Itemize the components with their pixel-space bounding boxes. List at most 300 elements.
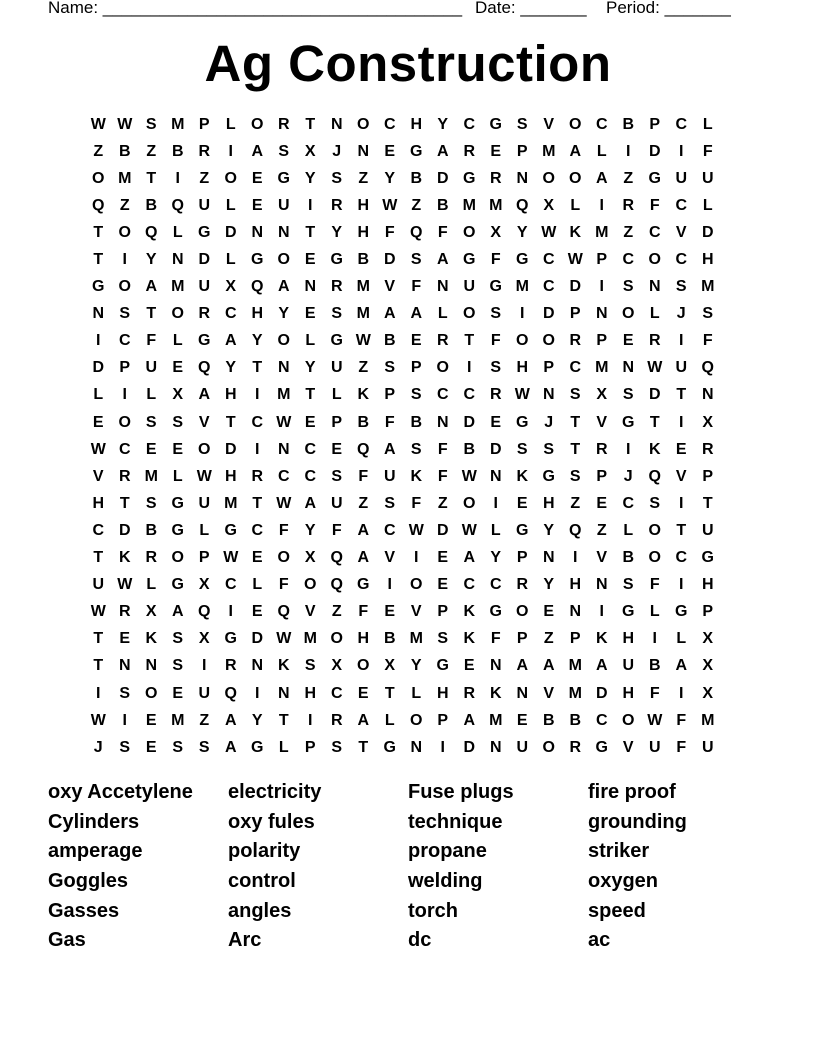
- grid-letter[interactable]: F: [437, 440, 448, 458]
- grid-letter[interactable]: P: [596, 332, 608, 350]
- grid-letter[interactable]: F: [384, 413, 395, 431]
- grid-letter[interactable]: Q: [145, 223, 158, 241]
- grid-letter[interactable]: X: [596, 386, 608, 404]
- grid-letter[interactable]: D: [436, 169, 449, 187]
- grid-letter[interactable]: C: [675, 251, 688, 269]
- grid-letter[interactable]: V: [596, 549, 608, 567]
- grid-letter[interactable]: K: [410, 467, 423, 485]
- grid-letter[interactable]: C: [542, 251, 555, 269]
- grid-letter[interactable]: O: [622, 305, 635, 323]
- grid-letter[interactable]: O: [251, 115, 264, 133]
- grid-letter[interactable]: C: [277, 467, 290, 485]
- grid-letter[interactable]: N: [489, 657, 502, 675]
- grid-letter[interactable]: A: [277, 278, 290, 296]
- grid-letter[interactable]: B: [357, 251, 370, 269]
- grid-letter[interactable]: S: [410, 440, 422, 458]
- grid-letter[interactable]: I: [255, 440, 260, 458]
- grid-letter[interactable]: L: [676, 630, 687, 648]
- grid-letter[interactable]: E: [304, 251, 316, 269]
- grid-letter[interactable]: S: [490, 359, 502, 377]
- grid-letter[interactable]: D: [383, 251, 396, 269]
- grid-letter[interactable]: O: [516, 603, 529, 621]
- grid-letter[interactable]: D: [224, 223, 237, 241]
- grid-letter[interactable]: F: [437, 467, 448, 485]
- grid-letter[interactable]: Q: [224, 684, 237, 702]
- grid-letter[interactable]: O: [648, 251, 661, 269]
- grid-letter[interactable]: W: [196, 467, 212, 485]
- grid-letter[interactable]: I: [493, 494, 498, 512]
- grid-letter[interactable]: U: [383, 467, 396, 485]
- grid-letter[interactable]: S: [622, 278, 634, 296]
- grid-letter[interactable]: O: [542, 738, 555, 756]
- grid-letter[interactable]: B: [648, 657, 661, 675]
- grid-letter[interactable]: P: [543, 359, 555, 377]
- grid-letter[interactable]: N: [648, 278, 661, 296]
- grid-letter[interactable]: Y: [251, 711, 263, 729]
- grid-letter[interactable]: G: [198, 332, 211, 350]
- grid-letter[interactable]: X: [702, 630, 714, 648]
- grid-letter[interactable]: X: [304, 142, 316, 160]
- grid-letter[interactable]: C: [675, 196, 688, 214]
- grid-letter[interactable]: M: [409, 630, 423, 648]
- grid-letter[interactable]: A: [595, 169, 608, 187]
- grid-letter[interactable]: L: [623, 521, 634, 539]
- grid-letter[interactable]: L: [172, 467, 183, 485]
- grid-letter[interactable]: Y: [543, 576, 555, 594]
- grid-letter[interactable]: L: [225, 196, 236, 214]
- grid-letter[interactable]: S: [119, 684, 131, 702]
- grid-letter[interactable]: X: [543, 196, 555, 214]
- grid-letter[interactable]: I: [255, 386, 260, 404]
- grid-letter[interactable]: G: [542, 467, 555, 485]
- grid-letter[interactable]: H: [224, 386, 237, 404]
- grid-letter[interactable]: Z: [543, 630, 554, 648]
- grid-letter[interactable]: V: [675, 467, 687, 485]
- grid-letter[interactable]: L: [490, 521, 501, 539]
- grid-letter[interactable]: S: [145, 413, 157, 431]
- grid-letter[interactable]: U: [330, 494, 343, 512]
- grid-letter[interactable]: I: [308, 196, 313, 214]
- grid-letter[interactable]: V: [92, 467, 104, 485]
- grid-letter[interactable]: Q: [171, 196, 184, 214]
- grid-letter[interactable]: T: [146, 169, 157, 187]
- grid-letter[interactable]: E: [675, 440, 687, 458]
- grid-letter[interactable]: O: [648, 521, 661, 539]
- grid-letter[interactable]: W: [382, 196, 398, 214]
- grid-letter[interactable]: W: [276, 413, 292, 431]
- grid-letter[interactable]: M: [595, 359, 609, 377]
- grid-letter[interactable]: N: [516, 684, 529, 702]
- grid-letter[interactable]: N: [92, 305, 105, 323]
- grid-letter[interactable]: I: [599, 603, 604, 621]
- grid-letter[interactable]: P: [516, 630, 528, 648]
- grid-letter[interactable]: K: [489, 684, 502, 702]
- grid-letter[interactable]: S: [331, 738, 343, 756]
- grid-letter[interactable]: G: [463, 251, 476, 269]
- grid-letter[interactable]: O: [277, 549, 290, 567]
- grid-letter[interactable]: R: [622, 196, 635, 214]
- grid-letter[interactable]: K: [357, 386, 370, 404]
- grid-letter[interactable]: X: [172, 386, 184, 404]
- grid-letter[interactable]: F: [437, 223, 448, 241]
- word-search-grid[interactable]: [85, 111, 721, 761]
- grid-letter[interactable]: L: [252, 576, 263, 594]
- grid-letter[interactable]: G: [383, 738, 396, 756]
- grid-letter[interactable]: M: [303, 630, 317, 648]
- grid-letter[interactable]: N: [171, 251, 184, 269]
- grid-letter[interactable]: T: [384, 684, 395, 702]
- grid-letter[interactable]: A: [383, 305, 396, 323]
- grid-letter[interactable]: L: [570, 196, 581, 214]
- grid-letter[interactable]: S: [490, 305, 502, 323]
- grid-letter[interactable]: I: [228, 603, 233, 621]
- grid-letter[interactable]: F: [411, 278, 422, 296]
- grid-letter[interactable]: I: [626, 142, 631, 160]
- grid-letter[interactable]: H: [357, 630, 370, 648]
- grid-letter[interactable]: G: [622, 413, 635, 431]
- grid-letter[interactable]: S: [119, 738, 131, 756]
- grid-letter[interactable]: Y: [251, 332, 263, 350]
- grid-letter[interactable]: E: [92, 413, 104, 431]
- grid-letter[interactable]: W: [90, 603, 106, 621]
- grid-letter[interactable]: Y: [543, 521, 555, 539]
- grid-letter[interactable]: S: [569, 467, 581, 485]
- grid-letter[interactable]: B: [410, 413, 423, 431]
- grid-letter[interactable]: X: [225, 278, 237, 296]
- grid-letter[interactable]: P: [569, 630, 581, 648]
- grid-letter[interactable]: E: [410, 332, 422, 350]
- grid-letter[interactable]: U: [198, 684, 211, 702]
- grid-letter[interactable]: V: [543, 115, 555, 133]
- grid-letter[interactable]: T: [93, 251, 104, 269]
- grid-letter[interactable]: T: [252, 359, 263, 377]
- grid-letter[interactable]: N: [330, 115, 343, 133]
- grid-letter[interactable]: W: [276, 494, 292, 512]
- grid-letter[interactable]: O: [277, 332, 290, 350]
- grid-letter[interactable]: L: [172, 332, 183, 350]
- grid-letter[interactable]: X: [490, 223, 502, 241]
- grid-letter[interactable]: C: [92, 521, 105, 539]
- grid-letter[interactable]: W: [355, 332, 371, 350]
- grid-letter[interactable]: I: [308, 711, 313, 729]
- grid-letter[interactable]: A: [251, 142, 264, 160]
- grid-letter[interactable]: V: [198, 413, 210, 431]
- grid-letter[interactable]: N: [622, 359, 635, 377]
- grid-letter[interactable]: U: [675, 169, 688, 187]
- grid-letter[interactable]: I: [122, 386, 127, 404]
- grid-letter[interactable]: E: [304, 413, 316, 431]
- grid-letter[interactable]: G: [701, 549, 714, 567]
- grid-letter[interactable]: J: [544, 413, 554, 431]
- grid-letter[interactable]: P: [304, 738, 316, 756]
- grid-letter[interactable]: P: [198, 549, 210, 567]
- grid-letter[interactable]: S: [304, 657, 316, 675]
- name-field-label[interactable]: Name: ______________________________________: [48, 0, 463, 17]
- grid-letter[interactable]: V: [304, 603, 316, 621]
- grid-letter[interactable]: R: [224, 657, 237, 675]
- grid-letter[interactable]: I: [414, 549, 419, 567]
- grid-letter[interactable]: F: [490, 630, 501, 648]
- grid-letter[interactable]: S: [172, 413, 184, 431]
- grid-letter[interactable]: V: [622, 738, 634, 756]
- grid-letter[interactable]: M: [171, 711, 185, 729]
- grid-letter[interactable]: N: [277, 223, 290, 241]
- grid-letter[interactable]: A: [463, 549, 476, 567]
- grid-letter[interactable]: M: [489, 711, 503, 729]
- grid-letter[interactable]: I: [679, 332, 684, 350]
- grid-letter[interactable]: W: [117, 576, 133, 594]
- grid-letter[interactable]: M: [171, 115, 185, 133]
- grid-letter[interactable]: R: [277, 115, 290, 133]
- grid-letter[interactable]: T: [278, 711, 289, 729]
- grid-letter[interactable]: C: [436, 386, 449, 404]
- grid-letter[interactable]: D: [463, 738, 476, 756]
- grid-letter[interactable]: C: [118, 332, 131, 350]
- grid-letter[interactable]: N: [118, 657, 131, 675]
- grid-letter[interactable]: N: [701, 386, 714, 404]
- grid-letter[interactable]: M: [224, 494, 238, 512]
- grid-letter[interactable]: M: [568, 684, 582, 702]
- grid-letter[interactable]: S: [649, 494, 661, 512]
- grid-letter[interactable]: X: [145, 603, 157, 621]
- grid-letter[interactable]: S: [410, 251, 422, 269]
- grid-letter[interactable]: G: [489, 603, 502, 621]
- grid-letter[interactable]: Q: [410, 223, 423, 241]
- grid-letter[interactable]: M: [118, 169, 132, 187]
- grid-letter[interactable]: R: [569, 332, 582, 350]
- grid-letter[interactable]: T: [146, 305, 157, 323]
- grid-letter[interactable]: Z: [199, 711, 210, 729]
- grid-letter[interactable]: A: [436, 251, 449, 269]
- grid-letter[interactable]: O: [145, 684, 158, 702]
- grid-letter[interactable]: R: [198, 305, 211, 323]
- grid-letter[interactable]: H: [357, 196, 370, 214]
- grid-letter[interactable]: G: [330, 251, 343, 269]
- grid-letter[interactable]: N: [277, 684, 290, 702]
- grid-letter[interactable]: U: [516, 738, 529, 756]
- grid-letter[interactable]: L: [649, 603, 660, 621]
- grid-letter[interactable]: R: [701, 440, 714, 458]
- grid-letter[interactable]: M: [462, 196, 476, 214]
- grid-letter[interactable]: E: [596, 494, 608, 512]
- grid-letter[interactable]: U: [277, 196, 290, 214]
- grid-letter[interactable]: R: [648, 332, 661, 350]
- grid-letter[interactable]: P: [702, 603, 714, 621]
- grid-letter[interactable]: A: [224, 711, 237, 729]
- grid-letter[interactable]: F: [649, 196, 660, 214]
- grid-letter[interactable]: E: [145, 738, 157, 756]
- grid-letter[interactable]: E: [437, 549, 449, 567]
- period-field-label[interactable]: Period: _______: [606, 0, 731, 17]
- grid-letter[interactable]: N: [304, 278, 317, 296]
- grid-letter[interactable]: E: [251, 169, 263, 187]
- grid-letter[interactable]: K: [277, 657, 290, 675]
- grid-letter[interactable]: A: [224, 332, 237, 350]
- grid-letter[interactable]: L: [225, 115, 236, 133]
- grid-letter[interactable]: W: [276, 630, 292, 648]
- grid-letter[interactable]: N: [489, 467, 502, 485]
- grid-letter[interactable]: H: [436, 684, 449, 702]
- grid-letter[interactable]: T: [93, 549, 104, 567]
- grid-letter[interactable]: A: [436, 142, 449, 160]
- grid-letter[interactable]: M: [489, 196, 503, 214]
- grid-letter[interactable]: I: [679, 576, 684, 594]
- grid-letter[interactable]: Z: [411, 196, 422, 214]
- grid-letter[interactable]: O: [304, 576, 317, 594]
- grid-letter[interactable]: N: [251, 657, 264, 675]
- grid-letter[interactable]: V: [596, 413, 608, 431]
- grid-letter[interactable]: O: [118, 223, 131, 241]
- grid-letter[interactable]: W: [567, 251, 583, 269]
- grid-letter[interactable]: C: [675, 549, 688, 567]
- grid-letter[interactable]: E: [463, 657, 475, 675]
- grid-letter[interactable]: C: [251, 521, 264, 539]
- grid-letter[interactable]: N: [489, 738, 502, 756]
- grid-letter[interactable]: G: [489, 278, 502, 296]
- grid-letter[interactable]: N: [542, 549, 555, 567]
- grid-letter[interactable]: W: [90, 711, 106, 729]
- grid-letter[interactable]: O: [171, 549, 184, 567]
- grid-letter[interactable]: U: [92, 576, 105, 594]
- grid-letter[interactable]: E: [437, 576, 449, 594]
- grid-letter[interactable]: H: [701, 576, 714, 594]
- grid-letter[interactable]: S: [119, 305, 131, 323]
- grid-letter[interactable]: U: [198, 196, 211, 214]
- grid-letter[interactable]: O: [622, 711, 635, 729]
- grid-letter[interactable]: L: [384, 711, 395, 729]
- grid-letter[interactable]: G: [595, 738, 608, 756]
- grid-letter[interactable]: I: [96, 684, 101, 702]
- grid-letter[interactable]: E: [384, 603, 396, 621]
- grid-letter[interactable]: O: [277, 251, 290, 269]
- grid-letter[interactable]: G: [224, 630, 237, 648]
- grid-letter[interactable]: P: [596, 251, 608, 269]
- grid-letter[interactable]: I: [626, 440, 631, 458]
- grid-letter[interactable]: G: [251, 738, 264, 756]
- grid-letter[interactable]: S: [543, 440, 555, 458]
- grid-letter[interactable]: D: [436, 521, 449, 539]
- grid-letter[interactable]: A: [224, 738, 237, 756]
- grid-letter[interactable]: D: [198, 251, 211, 269]
- grid-letter[interactable]: G: [648, 169, 661, 187]
- grid-letter[interactable]: T: [252, 494, 263, 512]
- grid-letter[interactable]: H: [622, 684, 635, 702]
- grid-letter[interactable]: P: [119, 359, 131, 377]
- grid-letter[interactable]: B: [436, 196, 449, 214]
- date-field-label[interactable]: Date: _______: [475, 0, 587, 17]
- grid-letter[interactable]: R: [463, 142, 476, 160]
- grid-letter[interactable]: W: [223, 549, 239, 567]
- grid-letter[interactable]: K: [569, 223, 582, 241]
- grid-letter[interactable]: O: [463, 223, 476, 241]
- grid-letter[interactable]: N: [410, 738, 423, 756]
- grid-letter[interactable]: H: [516, 359, 529, 377]
- grid-letter[interactable]: K: [463, 603, 476, 621]
- grid-letter[interactable]: K: [463, 630, 476, 648]
- grid-letter[interactable]: Q: [251, 278, 264, 296]
- grid-letter[interactable]: E: [172, 359, 184, 377]
- grid-letter[interactable]: C: [675, 115, 688, 133]
- grid-letter[interactable]: R: [145, 549, 158, 567]
- grid-letter[interactable]: P: [569, 305, 581, 323]
- grid-letter[interactable]: J: [676, 305, 686, 323]
- grid-letter[interactable]: G: [171, 494, 184, 512]
- grid-letter[interactable]: D: [118, 521, 131, 539]
- grid-letter[interactable]: Y: [278, 305, 290, 323]
- grid-letter[interactable]: E: [251, 549, 263, 567]
- grid-letter[interactable]: W: [647, 711, 663, 729]
- grid-letter[interactable]: K: [595, 630, 608, 648]
- grid-letter[interactable]: Z: [623, 223, 634, 241]
- grid-letter[interactable]: U: [622, 657, 635, 675]
- grid-letter[interactable]: R: [595, 440, 608, 458]
- grid-letter[interactable]: U: [463, 278, 476, 296]
- grid-letter[interactable]: I: [255, 684, 260, 702]
- grid-letter[interactable]: E: [251, 603, 263, 621]
- grid-letter[interactable]: K: [118, 549, 131, 567]
- grid-letter[interactable]: E: [172, 684, 184, 702]
- grid-letter[interactable]: A: [675, 657, 688, 675]
- grid-letter[interactable]: X: [198, 576, 210, 594]
- grid-letter[interactable]: P: [649, 115, 661, 133]
- grid-letter[interactable]: S: [516, 440, 528, 458]
- grid-letter[interactable]: S: [331, 169, 343, 187]
- grid-letter[interactable]: D: [463, 413, 476, 431]
- grid-letter[interactable]: Y: [437, 115, 449, 133]
- grid-letter[interactable]: A: [357, 521, 370, 539]
- grid-letter[interactable]: S: [702, 305, 714, 323]
- grid-letter[interactable]: S: [437, 630, 449, 648]
- grid-letter[interactable]: I: [122, 251, 127, 269]
- grid-letter[interactable]: J: [623, 467, 633, 485]
- grid-letter[interactable]: E: [384, 142, 396, 160]
- grid-letter[interactable]: P: [437, 603, 449, 621]
- grid-letter[interactable]: V: [543, 684, 555, 702]
- grid-letter[interactable]: T: [305, 223, 316, 241]
- grid-letter[interactable]: V: [410, 603, 422, 621]
- grid-letter[interactable]: R: [198, 142, 211, 160]
- grid-letter[interactable]: J: [93, 738, 103, 756]
- grid-letter[interactable]: S: [278, 142, 290, 160]
- grid-letter[interactable]: C: [383, 115, 396, 133]
- grid-letter[interactable]: O: [569, 115, 582, 133]
- grid-letter[interactable]: W: [541, 223, 557, 241]
- grid-letter[interactable]: L: [93, 386, 104, 404]
- grid-letter[interactable]: W: [461, 467, 477, 485]
- grid-letter[interactable]: R: [330, 278, 343, 296]
- grid-letter[interactable]: U: [198, 494, 211, 512]
- grid-letter[interactable]: G: [277, 169, 290, 187]
- grid-letter[interactable]: J: [332, 142, 342, 160]
- grid-letter[interactable]: O: [171, 305, 184, 323]
- grid-letter[interactable]: A: [463, 711, 476, 729]
- grid-letter[interactable]: Y: [410, 657, 422, 675]
- grid-letter[interactable]: P: [410, 359, 422, 377]
- grid-letter[interactable]: O: [542, 332, 555, 350]
- grid-letter[interactable]: O: [198, 440, 211, 458]
- grid-letter[interactable]: D: [595, 684, 608, 702]
- grid-letter[interactable]: W: [117, 115, 133, 133]
- grid-letter[interactable]: Q: [516, 196, 529, 214]
- grid-letter[interactable]: N: [277, 440, 290, 458]
- grid-letter[interactable]: Q: [198, 603, 211, 621]
- grid-letter[interactable]: A: [145, 278, 158, 296]
- grid-letter[interactable]: C: [330, 684, 343, 702]
- grid-letter[interactable]: I: [679, 684, 684, 702]
- grid-letter[interactable]: L: [437, 305, 448, 323]
- grid-letter[interactable]: D: [569, 278, 582, 296]
- grid-letter[interactable]: A: [357, 549, 370, 567]
